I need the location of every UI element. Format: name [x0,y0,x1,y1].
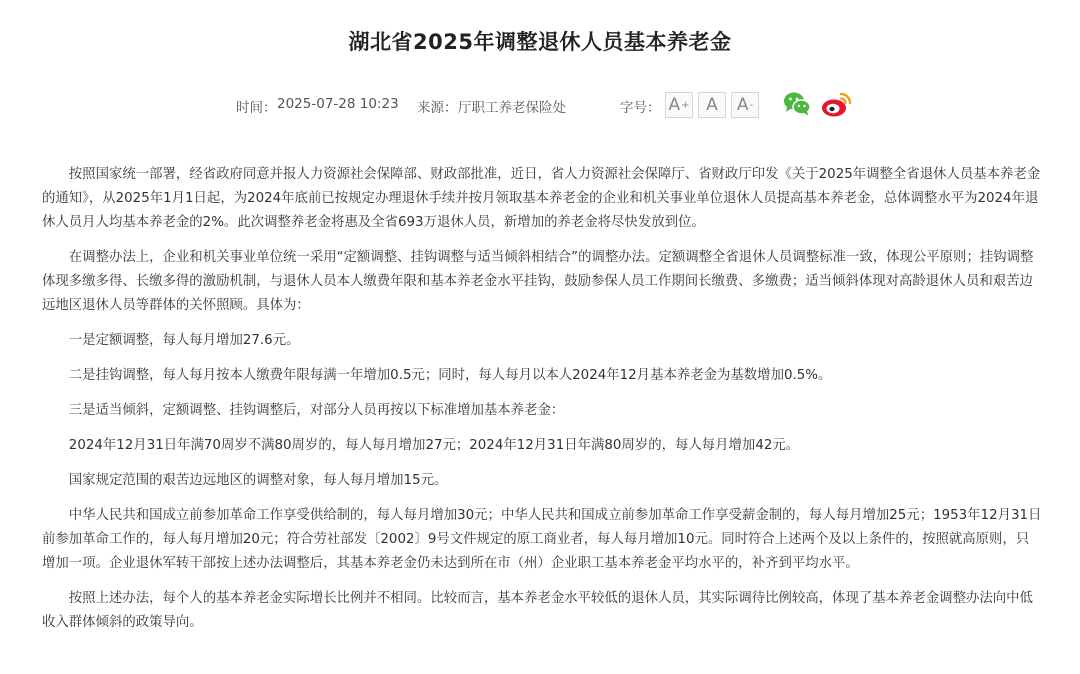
source-value: 厅职工养老保险处 [458,100,566,116]
paragraph-fixed-adjustment: 一是定额调整，每人每月增加27.6元。 [68,333,300,348]
font-decrease-letter: A [736,95,749,115]
paragraph-remote-area: 国家规定范围的艰苦边远地区的调整对象，每人每月增加15元。 [68,473,448,488]
article-meta [0,94,1080,118]
weibo-icon [821,90,853,118]
paragraph-intro: 按照国家统一部署，经省政府同意并报人力资源社会保障部、财政部批准，近日，省人力资源社会保障厅、省财政厅印发《关于2025年调整全省退休人员基本养老金的通知》，从2025年1月1日起，为2024年底前已按规定办理退休手续并按月领取基本养老金的企业和机关事业单位退休人员提高基本养老金，总体调整水平为2024年退休人员月人均基本养老金的2%。此次调整养老金将惠及全省693万退休人员，新增加的养老金将尽快发放到位。 [42,167,1041,230]
share-weibo-button[interactable] [821,90,851,118]
time-label: 时间： [236,100,277,116]
font-decrease-sign: - [749,99,754,111]
article-body [42,163,1042,646]
source-label: 来源： [417,100,458,116]
font-decrease-button[interactable] [731,92,759,118]
paragraph-linked-adjustment: 二是挂钩调整，每人每月按本人缴费年限每满一年增加0.5元；同时，每人每月以本人2024年12月基本养老金为基数增加0.5%。 [68,368,832,383]
wechat-icon [782,90,812,118]
font-default-letter: A [706,95,718,115]
share-wechat-button[interactable] [782,90,812,118]
paragraph-conclusion: 按照上述办法，每个人的基本养老金实际增长比例并不相同。比较而言，基本养老金水平较低的退休人员，其实际调待比例较高，体现了基本养老金调整办法向中低收入群体倾斜的政策导向。 [42,591,1033,630]
font-increase-letter: A [668,95,681,115]
paragraph-age-increase: 2024年12月31日年满70周岁不满80周岁的，每人每月增加27元；2024年12月31日年满80周岁的，每人每月增加42元。 [68,438,800,453]
font-increase-button[interactable] [665,92,693,118]
paragraph-tilt-adjustment: 三是适当倾斜，定额调整、挂钩调整后，对部分人员再按以下标准增加基本养老金： [68,403,565,418]
font-size-label: 字号： [620,100,661,116]
article-title: 湖北省2025年调整退休人员基本养老金 [348,30,732,54]
publish-time: 2025-07-28 10:23 [277,96,399,112]
font-default-button[interactable] [698,92,726,118]
paragraph-method: 在调整办法上，企业和机关事业单位统一采用“定额调整、挂钩调整与适当倾斜相结合”的调整办法。定额调整全省退休人员调整标准一致，体现公平原则；挂钩调整体现多缴多得、长缴多得的激励机制，与退休人员本人缴费年限和基本养老金水平挂钩，鼓励参保人员工作期间长缴费、多缴费；适当倾斜体现对高龄退休人员和艰苦边远地区退休人员等群体的关怀照顾。具体为： [42,250,1034,313]
font-increase-sign: + [681,99,690,111]
paragraph-revolution-workers: 中华人民共和国成立前参加革命工作享受供给制的，每人每月增加30元；中华人民共和国成立前参加革命工作享受薪金制的，每人每月增加25元；1953年12月31日前参加革命工作的，每人每月增加20元；符合劳社部发〔2002〕9号文件规定的原工商业者，每人每月增加10元。同时符合上述两个及以上条件的，按照就高原则，只增加一项。企业退休军转干部按上述办法调整后，其基本养老金仍未达到所在市（州）企业职工基本养老金平均水平的，补齐到平均水平。 [42,508,1042,571]
